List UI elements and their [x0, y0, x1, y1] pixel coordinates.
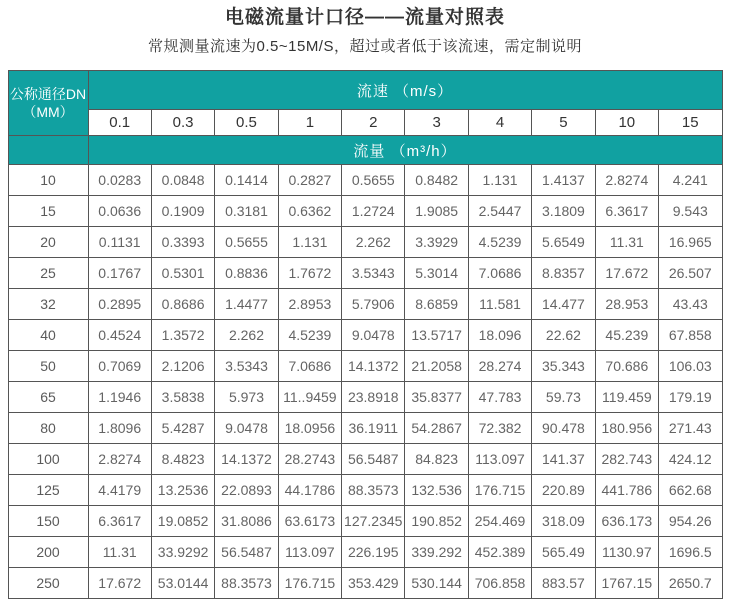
table-row	[8, 320, 722, 351]
flow-value-cell: 90.478	[532, 413, 595, 444]
flow-value-cell: 36.1911	[342, 413, 405, 444]
flow-value-cell: 4.5239	[278, 320, 341, 351]
flow-value-cell: 353.429	[342, 568, 405, 599]
flow-value-cell: 0.0636	[88, 196, 151, 227]
flow-value-cell: 31.8086	[215, 506, 278, 537]
flow-value-cell: 441.786	[595, 475, 658, 506]
flow-value-cell: 179.19	[659, 382, 722, 413]
corner-header-line2: （MM）	[22, 104, 74, 120]
page-subtitle: 常规测量流速为0.5~15M/S，超过或者低于该流速，需定制说明	[148, 38, 582, 55]
velocity-value: 2	[342, 110, 405, 136]
flow-value-cell: 565.49	[532, 537, 595, 568]
flow-value-cell: 1.4477	[215, 289, 278, 320]
flow-value-cell: 67.858	[659, 320, 722, 351]
flow-value-cell: 23.8918	[342, 382, 405, 413]
flow-value-cell: 16.965	[659, 227, 722, 258]
flow-value-cell: 1.9085	[405, 196, 468, 227]
flow-value-cell: 28.274	[468, 351, 531, 382]
flow-value-cell: 14.1372	[215, 444, 278, 475]
flow-value-cell: 59.73	[532, 382, 595, 413]
flow-value-cell: 2.8953	[278, 289, 341, 320]
page-title: 电磁流量计口径——流量对照表	[224, 7, 505, 28]
flow-value-cell: 7.0686	[468, 258, 531, 289]
dn-value-cell: 80	[8, 413, 88, 444]
flow-value-cell: 3.3929	[405, 227, 468, 258]
dn-value-cell: 150	[8, 506, 88, 537]
table-row	[8, 568, 722, 599]
flow-value-cell: 18.0956	[278, 413, 341, 444]
flow-value-cell: 19.0852	[151, 506, 214, 537]
flow-value-cell: 22.62	[532, 320, 595, 351]
flow-value-cell: 70.686	[595, 351, 658, 382]
flow-value-cell: 44.1786	[278, 475, 341, 506]
dn-value-cell: 200	[8, 537, 88, 568]
dn-value-cell: 40	[8, 320, 88, 351]
flow-value-cell: 3.5838	[151, 382, 214, 413]
flow-value-cell: 11.31	[88, 537, 151, 568]
table-row	[8, 537, 722, 568]
flow-value-cell: 1.131	[278, 227, 341, 258]
flow-value-cell: 1696.5	[659, 537, 722, 568]
flow-header: 流量 （m³/h）	[88, 136, 722, 165]
flow-value-cell: 4.241	[659, 165, 722, 196]
dn-value-cell: 65	[8, 382, 88, 413]
flow-value-cell: 7.0686	[278, 351, 341, 382]
flow-value-cell: 2.8274	[88, 444, 151, 475]
table-row	[8, 165, 722, 196]
flow-value-cell: 141.37	[532, 444, 595, 475]
flow-value-cell: 11..9459	[278, 382, 341, 413]
table-row	[8, 413, 722, 444]
dn-value-cell: 50	[8, 351, 88, 382]
flow-value-cell: 254.469	[468, 506, 531, 537]
flow-value-cell: 8.6859	[405, 289, 468, 320]
flow-value-cell: 6.3617	[88, 506, 151, 537]
flow-value-cell: 176.715	[278, 568, 341, 599]
flow-value-cell: 1130.97	[595, 537, 658, 568]
flow-value-cell: 180.956	[595, 413, 658, 444]
flow-value-cell: 56.5487	[342, 444, 405, 475]
flow-value-cell: 54.2867	[405, 413, 468, 444]
flow-value-cell: 0.3181	[215, 196, 278, 227]
flow-value-cell: 119.459	[595, 382, 658, 413]
flow-value-cell: 954.26	[659, 506, 722, 537]
flow-value-cell: 5.6549	[532, 227, 595, 258]
flow-value-cell: 0.0848	[151, 165, 214, 196]
flow-value-cell: 1.7672	[278, 258, 341, 289]
velocity-value: 3	[405, 110, 468, 136]
flow-value-cell: 2.262	[215, 320, 278, 351]
flow-value-cell: 1.2724	[342, 196, 405, 227]
flow-value-cell: 0.5301	[151, 258, 214, 289]
flow-value-cell: 17.672	[88, 568, 151, 599]
flow-value-cell: 106.03	[659, 351, 722, 382]
flow-value-cell: 1.131	[468, 165, 531, 196]
flow-value-cell: 2.5447	[468, 196, 531, 227]
flow-value-cell: 1.3572	[151, 320, 214, 351]
flow-value-cell: 0.8482	[405, 165, 468, 196]
flow-corner-cell	[8, 136, 88, 165]
flow-value-cell: 56.5487	[215, 537, 278, 568]
dn-value-cell: 20	[8, 227, 88, 258]
flow-value-cell: 21.2058	[405, 351, 468, 382]
flow-value-cell: 28.2743	[278, 444, 341, 475]
flow-value-cell: 339.292	[405, 537, 468, 568]
velocity-value: 0.1	[88, 110, 151, 136]
flow-value-cell: 0.2827	[278, 165, 341, 196]
flow-table-body	[8, 165, 722, 599]
flow-value-cell: 190.852	[405, 506, 468, 537]
flow-value-cell: 0.7069	[88, 351, 151, 382]
flow-value-cell: 13.2536	[151, 475, 214, 506]
table-row	[8, 289, 722, 320]
flow-value-cell: 0.1909	[151, 196, 214, 227]
flow-value-cell: 2.8274	[595, 165, 658, 196]
table-row	[8, 227, 722, 258]
flow-value-cell: 226.195	[342, 537, 405, 568]
flow-value-cell: 127.2345	[342, 506, 405, 537]
flow-value-cell: 22.0893	[215, 475, 278, 506]
flow-value-cell: 14.477	[532, 289, 595, 320]
table-row	[8, 258, 722, 289]
flow-value-cell: 72.382	[468, 413, 531, 444]
flow-value-cell: 0.2895	[88, 289, 151, 320]
flow-value-cell: 0.8836	[215, 258, 278, 289]
flow-value-cell: 63.6173	[278, 506, 341, 537]
flow-value-cell: 9.0478	[215, 413, 278, 444]
flow-value-cell: 88.3573	[342, 475, 405, 506]
flow-value-cell: 5.4287	[151, 413, 214, 444]
flow-value-cell: 176.715	[468, 475, 531, 506]
flow-value-cell: 2.1206	[151, 351, 214, 382]
table-row	[8, 475, 722, 506]
dn-value-cell: 100	[8, 444, 88, 475]
flow-value-cell: 5.973	[215, 382, 278, 413]
flow-value-cell: 1.4137	[532, 165, 595, 196]
flow-value-cell: 11.581	[468, 289, 531, 320]
table-row	[8, 444, 722, 475]
flow-value-cell: 35.8377	[405, 382, 468, 413]
flow-value-cell: 13.5717	[405, 320, 468, 351]
velocity-value: 1	[278, 110, 341, 136]
flow-value-cell: 0.4524	[88, 320, 151, 351]
flow-value-cell: 53.0144	[151, 568, 214, 599]
dn-value-cell: 10	[8, 165, 88, 196]
velocity-value: 15	[659, 110, 722, 136]
flow-value-cell: 2650.7	[659, 568, 722, 599]
flow-value-cell: 883.57	[532, 568, 595, 599]
flow-value-cell: 0.6362	[278, 196, 341, 227]
velocity-value: 10	[595, 110, 658, 136]
flow-value-cell: 5.3014	[405, 258, 468, 289]
flow-value-cell: 11.31	[595, 227, 658, 258]
flow-value-cell: 662.68	[659, 475, 722, 506]
corner-header-line1: 公称通径DN	[9, 86, 87, 102]
flow-value-cell: 0.1414	[215, 165, 278, 196]
header-row-top	[8, 71, 722, 110]
flow-value-cell: 706.858	[468, 568, 531, 599]
table-row	[8, 351, 722, 382]
flow-comparison-table	[8, 70, 723, 599]
flow-value-cell: 3.5343	[342, 258, 405, 289]
flow-value-cell: 35.343	[532, 351, 595, 382]
flow-value-cell: 14.1372	[342, 351, 405, 382]
flow-value-cell: 88.3573	[215, 568, 278, 599]
flow-value-cell: 318.09	[532, 506, 595, 537]
flow-value-cell: 0.0283	[88, 165, 151, 196]
table-row	[8, 382, 722, 413]
flow-value-cell: 3.1809	[532, 196, 595, 227]
flow-header-row	[8, 136, 722, 165]
flow-value-cell: 0.5655	[215, 227, 278, 258]
flow-value-cell: 530.144	[405, 568, 468, 599]
flow-value-cell: 33.9292	[151, 537, 214, 568]
velocity-value: 5	[532, 110, 595, 136]
velocity-value: 4	[468, 110, 531, 136]
flow-value-cell: 0.1131	[88, 227, 151, 258]
flow-value-cell: 17.672	[595, 258, 658, 289]
flow-value-cell: 4.5239	[468, 227, 531, 258]
velocity-value: 0.3	[151, 110, 214, 136]
flow-value-cell: 43.43	[659, 289, 722, 320]
flow-value-cell: 26.507	[659, 258, 722, 289]
dn-value-cell: 125	[8, 475, 88, 506]
dn-value-cell: 250	[8, 568, 88, 599]
flow-value-cell: 18.096	[468, 320, 531, 351]
flow-value-cell: 1.1946	[88, 382, 151, 413]
flow-value-cell: 0.3393	[151, 227, 214, 258]
velocity-header: 流速 （m/s）	[88, 71, 722, 110]
flow-value-cell: 132.536	[405, 475, 468, 506]
flow-value-cell: 271.43	[659, 413, 722, 444]
flow-value-cell: 45.239	[595, 320, 658, 351]
flow-value-cell: 636.173	[595, 506, 658, 537]
flow-value-cell: 282.743	[595, 444, 658, 475]
flow-value-cell: 2.262	[342, 227, 405, 258]
flow-value-cell: 9.543	[659, 196, 722, 227]
flow-value-cell: 113.097	[278, 537, 341, 568]
flow-value-cell: 0.5655	[342, 165, 405, 196]
flow-value-cell: 5.7906	[342, 289, 405, 320]
dn-value-cell: 32	[8, 289, 88, 320]
flow-value-cell: 47.783	[468, 382, 531, 413]
table-row	[8, 506, 722, 537]
flow-value-cell: 28.953	[595, 289, 658, 320]
flow-value-cell: 424.12	[659, 444, 722, 475]
flow-value-cell: 220.89	[532, 475, 595, 506]
flow-value-cell: 1.8096	[88, 413, 151, 444]
corner-header-dn	[8, 71, 88, 136]
flow-value-cell: 113.097	[468, 444, 531, 475]
flow-value-cell: 6.3617	[595, 196, 658, 227]
flow-value-cell: 0.1767	[88, 258, 151, 289]
dn-value-cell: 15	[8, 196, 88, 227]
flow-value-cell: 452.389	[468, 537, 531, 568]
flow-value-cell: 3.5343	[215, 351, 278, 382]
velocity-values-row	[8, 110, 722, 136]
flow-value-cell: 1767.15	[595, 568, 658, 599]
flow-value-cell: 84.823	[405, 444, 468, 475]
velocity-value: 0.5	[215, 110, 278, 136]
flow-value-cell: 9.0478	[342, 320, 405, 351]
table-row	[8, 196, 722, 227]
flow-value-cell: 4.4179	[88, 475, 151, 506]
dn-value-cell: 25	[8, 258, 88, 289]
flow-value-cell: 0.8686	[151, 289, 214, 320]
flow-value-cell: 8.8357	[532, 258, 595, 289]
flow-value-cell: 8.4823	[151, 444, 214, 475]
